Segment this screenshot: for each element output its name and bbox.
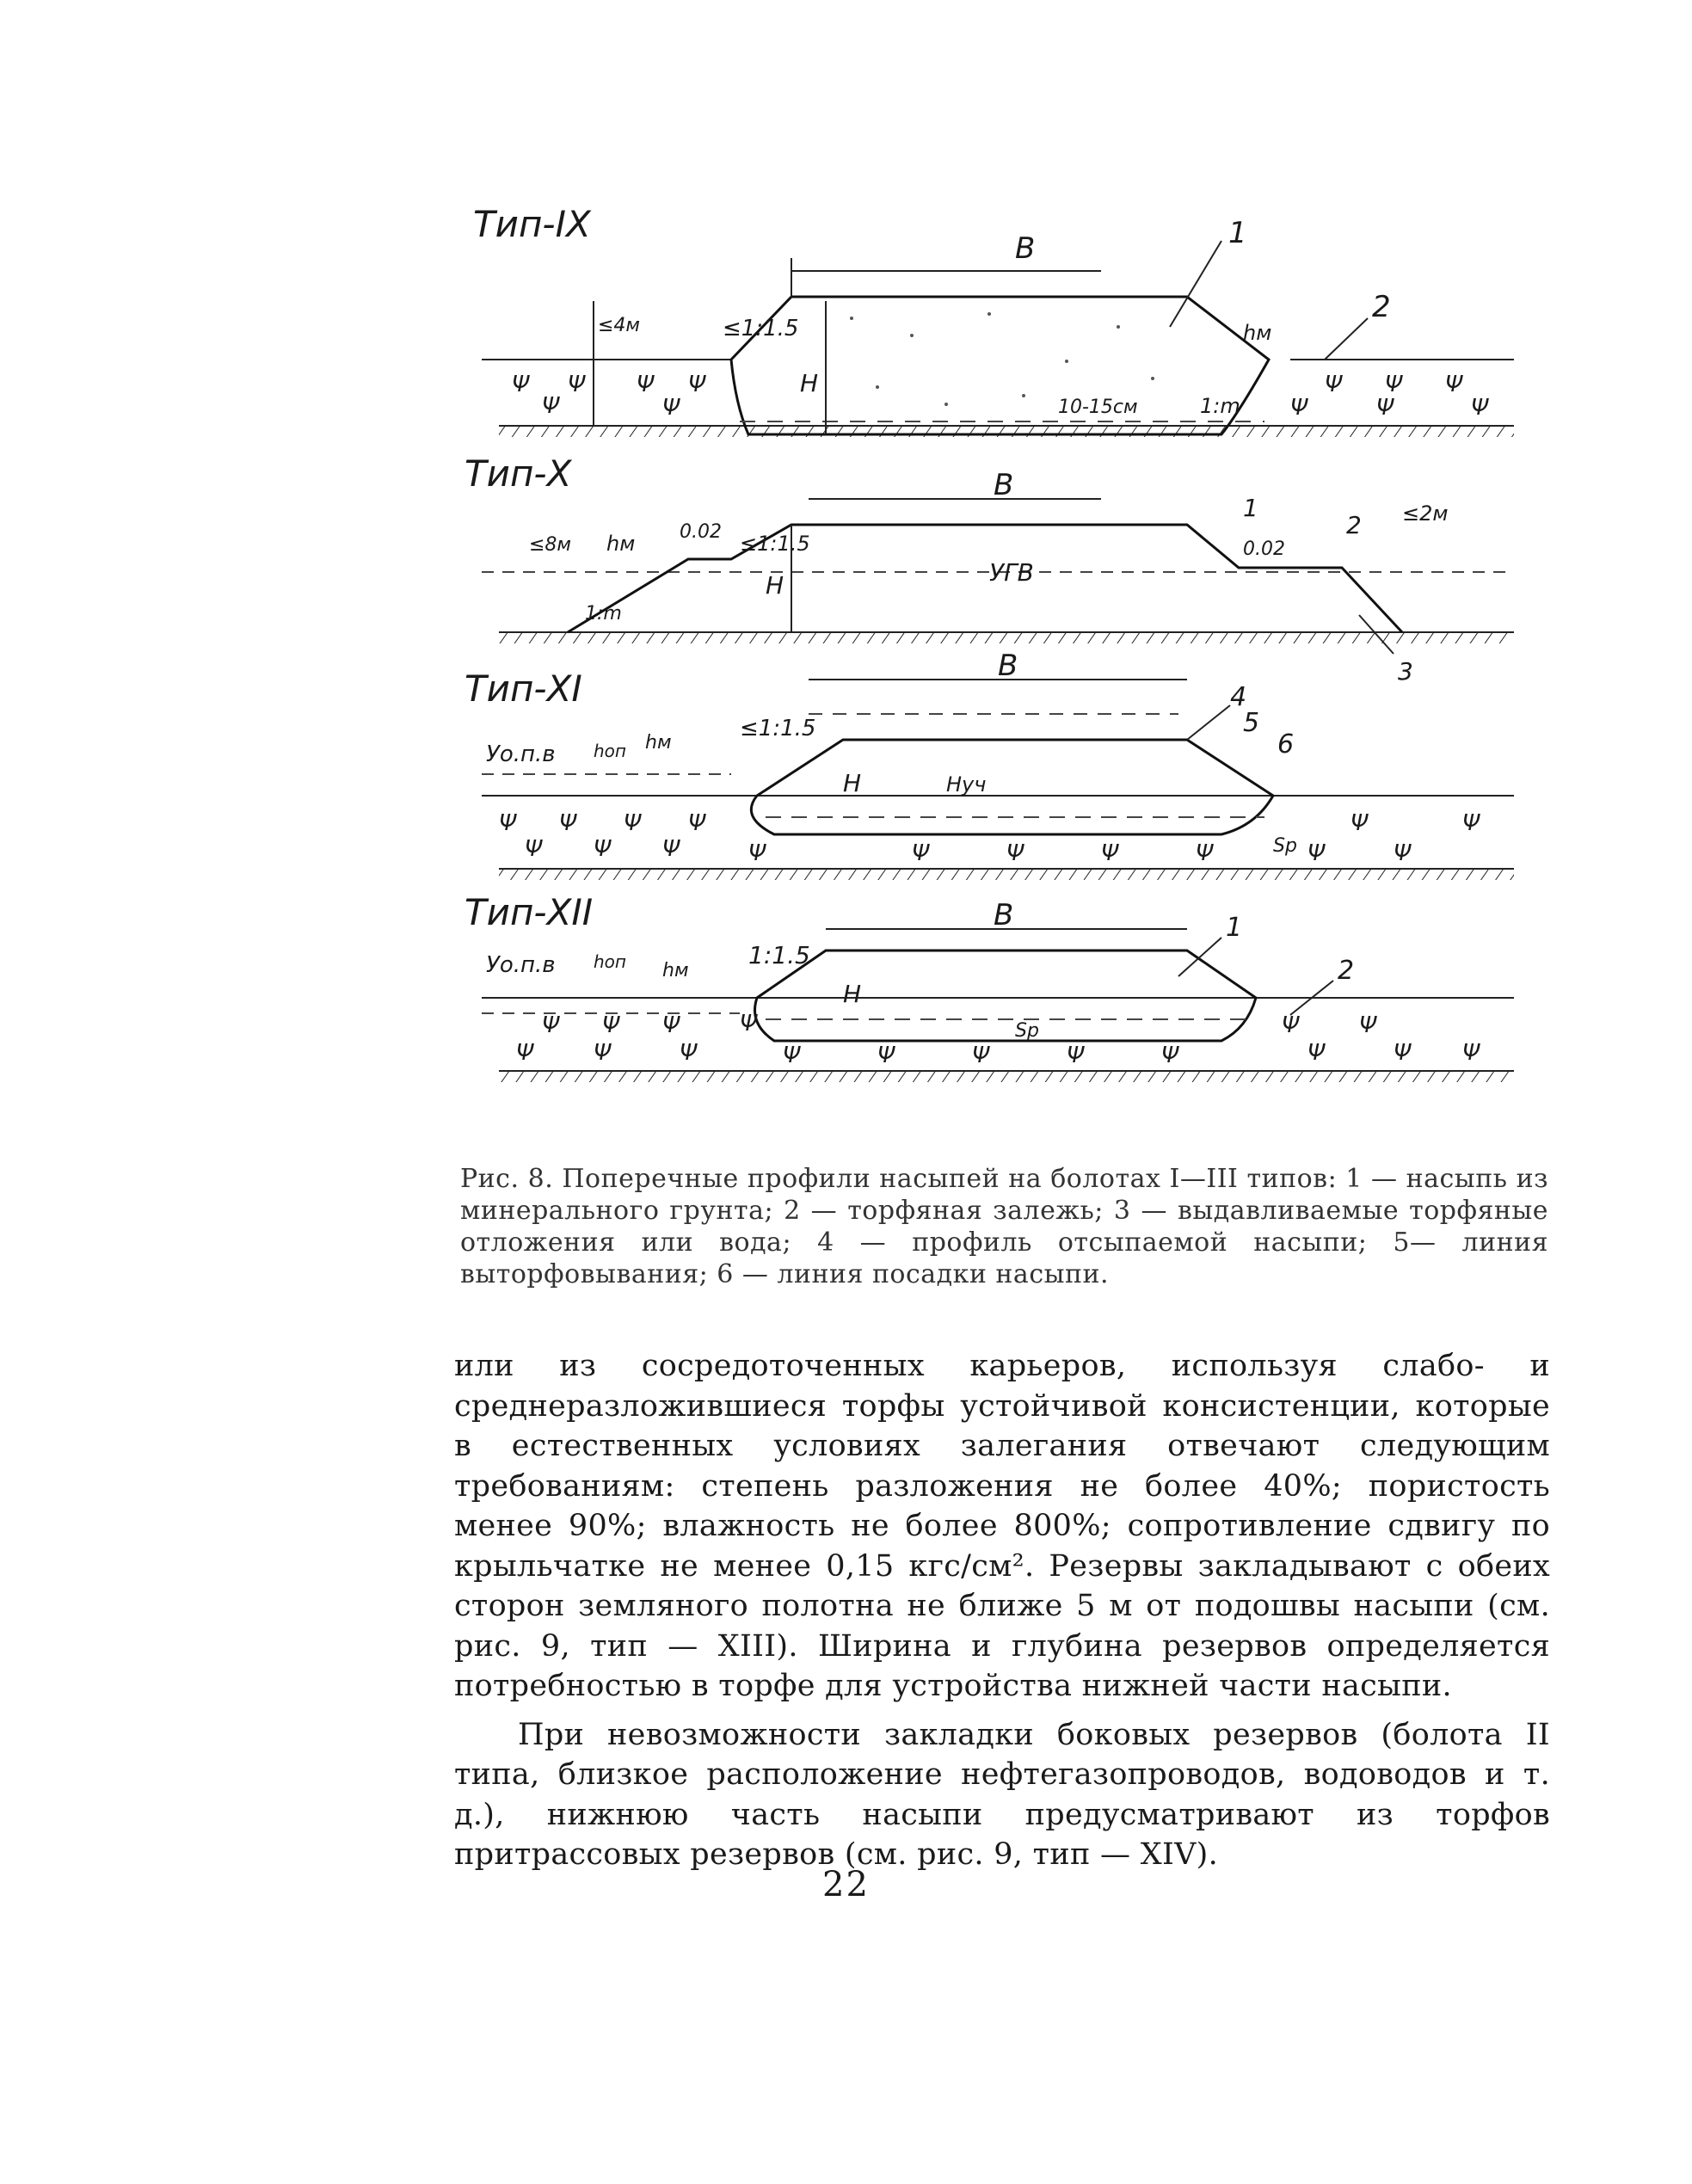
type-xii-dim-sr: Sр xyxy=(1015,1020,1039,1042)
profile-type-xii xyxy=(465,891,1514,1082)
svg-text:Ψ: Ψ xyxy=(1307,1040,1326,1066)
svg-text:Ψ: Ψ xyxy=(1385,372,1403,397)
svg-text:Ψ: Ψ xyxy=(748,840,766,866)
svg-text:Ψ: Ψ xyxy=(559,810,577,836)
svg-text:Ψ: Ψ xyxy=(542,393,560,419)
type-xii-ground-hatch xyxy=(499,1072,1514,1082)
svg-text:Ψ: Ψ xyxy=(972,1043,990,1068)
type-xi-dim-huch: Hуч xyxy=(946,772,987,797)
svg-text:Ψ: Ψ xyxy=(1471,395,1489,421)
type-x-ground-hatch xyxy=(499,633,1514,643)
svg-text:Ψ: Ψ xyxy=(499,810,517,836)
svg-text:Ψ: Ψ xyxy=(602,1012,620,1038)
type-xii-dim-hop: hоп xyxy=(594,951,626,972)
svg-text:Ψ: Ψ xyxy=(512,372,530,397)
type-ix-dim-1m: 1:m xyxy=(1200,394,1240,418)
type-x-label-2: 2 xyxy=(1346,511,1362,539)
type-xi-dim-hop: hоп xyxy=(594,741,626,761)
type-x-groundwater: УГВ xyxy=(989,558,1034,587)
svg-text:Ψ: Ψ xyxy=(688,372,706,397)
svg-text:Ψ: Ψ xyxy=(1462,810,1480,836)
type-xi-label-6: 6 xyxy=(1277,729,1295,760)
figure-caption: Рис. 8. Поперечные профили насыпей на болотах I—III типов: 1 — насыпь из минерального грунта; 2 — торфяная залежь; 3 — выдавливаемые торфяные отложения или вода; 4 — профиль отсыпаемой насыпи; 5— линия выторфовывания; 6 — линия посадки насыпи. xyxy=(460,1164,1548,1289)
svg-text:Ψ: Ψ xyxy=(1161,1043,1179,1068)
svg-text:Ψ: Ψ xyxy=(662,1012,680,1038)
type-xii-title: Тип-XII xyxy=(465,891,594,933)
type-xi-dim-sr: Sр xyxy=(1273,835,1297,857)
type-xi-dim-slope: ≤1:1.5 xyxy=(740,716,816,741)
svg-text:Ψ: Ψ xyxy=(912,840,930,866)
svg-text:Ψ: Ψ xyxy=(1445,372,1463,397)
type-ix-dim-h: H xyxy=(800,369,819,397)
type-ix-width-label: B xyxy=(1015,231,1036,266)
svg-text:Ψ: Ψ xyxy=(1006,840,1024,866)
type-ix-dim-4m: ≤4м xyxy=(598,315,641,336)
body-text xyxy=(454,1346,1550,1875)
svg-text:Ψ: Ψ xyxy=(1196,840,1214,866)
svg-text:Ψ: Ψ xyxy=(594,836,612,862)
type-x-label-3: 3 xyxy=(1398,657,1413,686)
svg-text:Ψ: Ψ xyxy=(594,1040,612,1066)
type-ix-label-2: 2 xyxy=(1372,290,1391,324)
type-ix-embankment xyxy=(731,297,1272,434)
type-ix-dim-slope: ≤1:1.5 xyxy=(723,316,799,341)
svg-text:Ψ: Ψ xyxy=(680,1040,698,1066)
type-xi-dim-hm: hм xyxy=(645,732,672,754)
svg-text:Ψ: Ψ xyxy=(688,810,706,836)
type-x-dim-1m: 1:m xyxy=(585,603,622,624)
type-x-title: Тип-X xyxy=(465,452,572,495)
type-xi-ground-hatch xyxy=(499,870,1514,880)
type-ix-dim-thickness: 10-15см xyxy=(1058,397,1138,418)
type-x-width-label: B xyxy=(994,468,1014,502)
svg-text:Ψ: Ψ xyxy=(1290,395,1308,421)
type-xi-title: Тип-XI xyxy=(465,668,582,710)
svg-text:Ψ: Ψ xyxy=(662,836,680,862)
type-x-dim-hm: hм xyxy=(606,532,636,556)
type-xii-label-1: 1 xyxy=(1226,913,1243,943)
type-x-dim-2m: ≤2м xyxy=(1402,501,1449,526)
svg-text:Ψ: Ψ xyxy=(1394,840,1412,866)
svg-text:Ψ: Ψ xyxy=(1394,1040,1412,1066)
svg-text:Ψ: Ψ xyxy=(1101,840,1119,866)
figure-drawing xyxy=(465,189,1548,1144)
type-x-dim-002-left: 0.02 xyxy=(680,521,722,543)
type-xii-label-2: 2 xyxy=(1338,956,1355,986)
type-xii-embankment xyxy=(755,951,1257,1041)
type-xi-dim-h: H xyxy=(843,769,862,797)
type-ix-title: Тип-IX xyxy=(473,203,591,245)
type-ix-dim-hm: hм xyxy=(1243,321,1272,345)
type-xii-dim-slope: 1:1.5 xyxy=(748,941,810,969)
type-ix-label-1: 1 xyxy=(1228,216,1247,250)
type-x-dim-slope: ≤1:1.5 xyxy=(740,532,810,556)
type-xii-dim-hm: hм xyxy=(662,960,689,981)
type-xii-dim-h: H xyxy=(843,980,862,1008)
svg-text:Ψ: Ψ xyxy=(1462,1040,1480,1066)
profile-type-ix xyxy=(473,203,1514,437)
svg-text:Ψ: Ψ xyxy=(568,372,586,397)
type-xi-water-level: Уо.п.в xyxy=(486,741,556,767)
type-x-dim-002-right: 0.02 xyxy=(1243,538,1285,560)
svg-text:Ψ: Ψ xyxy=(877,1043,895,1068)
svg-text:Ψ: Ψ xyxy=(783,1043,801,1068)
paragraph: или из сосредоточенных карьеров, используя слабо- и среднеразложившиеся торфы устойчивой консистенции, которые в естественных условиях залегания отвечают следующим требованиям: степень разложения не более 40%; пористость менее 90%; влажность не более 800%; сопротивление сдвигу по крыльчатке не менее 0,15 кгс/см². Резервы закладывают с обеих сторон земляного полотна не ближе 5 м от подошвы насыпи (см. рис. 9, тип — XIII). Ширина и глубина резервов определяется потребностью в торфе для устройства нижней части насыпи. xyxy=(454,1349,1550,1703)
type-xii-water-level: Уо.п.в xyxy=(486,952,556,978)
svg-text:Ψ: Ψ xyxy=(516,1040,534,1066)
page-number: 22 xyxy=(822,1865,870,1904)
type-xi-label-4: 4 xyxy=(1230,682,1247,712)
svg-text:Ψ: Ψ xyxy=(1067,1043,1085,1068)
svg-text:Ψ: Ψ xyxy=(525,836,543,862)
embankment-profiles-figure xyxy=(465,189,1548,1144)
type-xi-embankment xyxy=(751,740,1273,834)
type-x-dim-8m: ≤8м xyxy=(529,534,572,556)
type-xii-width-label: B xyxy=(994,898,1014,932)
paragraph: При невозможности закладки боковых резервов (болота II типа, близкое расположение нефтегазопроводов, водоводов и т. д.), нижнюю часть насыпи предусматривают из торфов притрассовых резервов (см. рис. 9, тип — XIV). xyxy=(454,1717,1550,1872)
svg-text:Ψ: Ψ xyxy=(1325,372,1343,397)
type-x-dim-h: H xyxy=(766,571,784,600)
svg-text:Ψ: Ψ xyxy=(1359,1012,1377,1038)
svg-text:Ψ: Ψ xyxy=(542,1012,560,1038)
type-xi-width-label: B xyxy=(998,649,1018,683)
svg-text:Ψ: Ψ xyxy=(740,1011,758,1037)
profile-type-xi xyxy=(465,649,1514,880)
profile-type-x xyxy=(465,452,1514,686)
svg-text:Ψ: Ψ xyxy=(1351,810,1369,836)
type-x-label-1: 1 xyxy=(1243,494,1258,522)
svg-text:Ψ: Ψ xyxy=(1282,1012,1300,1038)
svg-text:Ψ: Ψ xyxy=(624,810,642,836)
svg-text:Ψ: Ψ xyxy=(637,372,655,397)
svg-text:Ψ: Ψ xyxy=(662,395,680,421)
svg-text:Ψ: Ψ xyxy=(1307,840,1326,866)
svg-text:Ψ: Ψ xyxy=(1376,395,1394,421)
type-xi-label-5: 5 xyxy=(1243,708,1260,738)
